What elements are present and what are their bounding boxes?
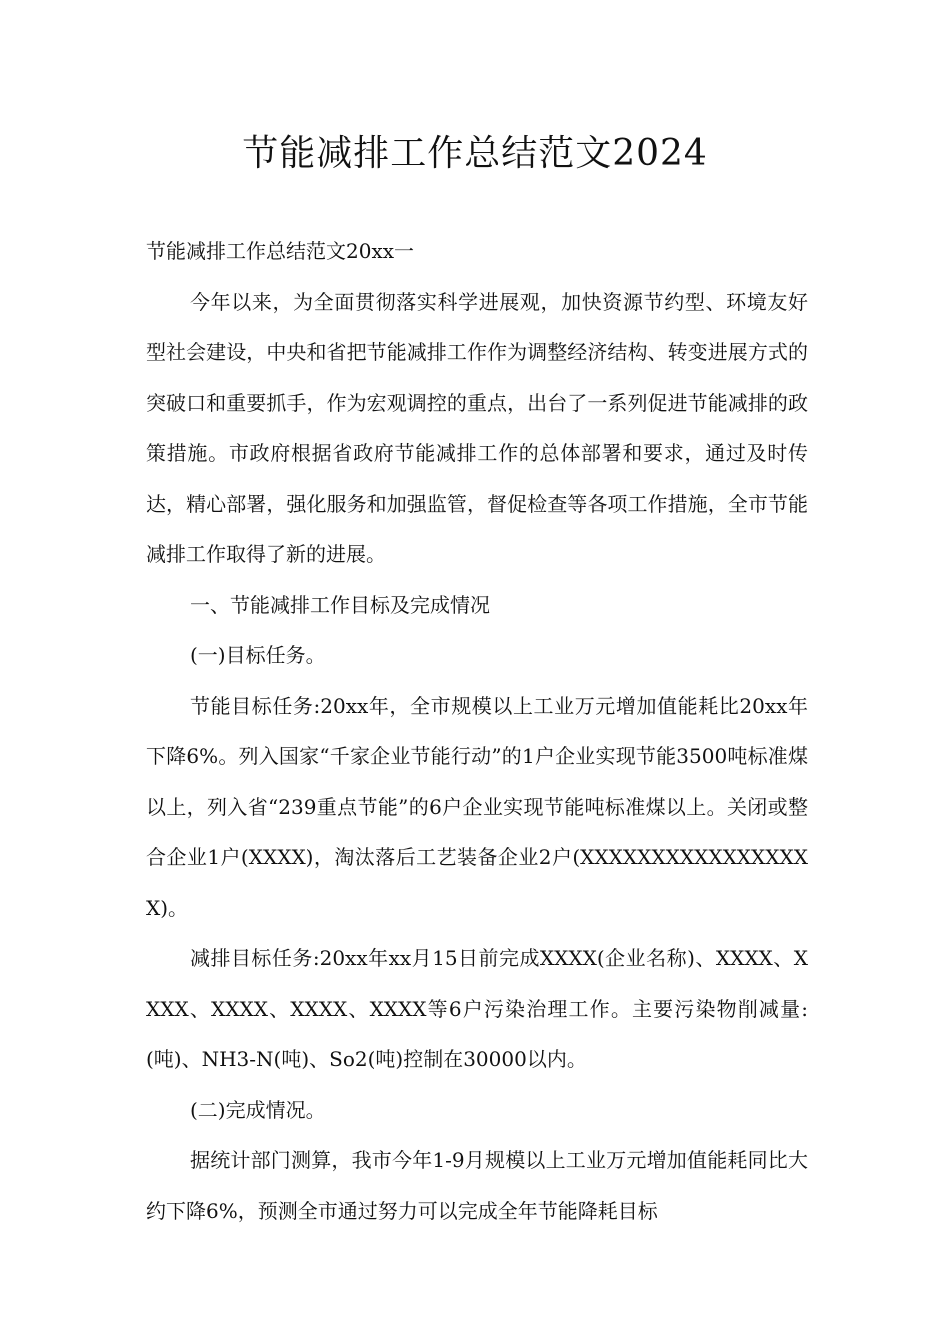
paragraph-energy-targets: 节能目标任务:20xx年，全市规模以上工业万元增加值能耗比20xx年下降6%。列入国家“千家企业节能行动”的1户企业实现节能3500吨标准煤以上，列入省“239重点节能”的6户企业实现节能吨标准煤以上。关闭或整合企业1户(XXXX)，淘汰落后工艺装备企业2户(XXXXXXXXXXXXXXXXX)。 [146, 693, 808, 920]
section-heading: 节能减排工作总结范文20xx一 [146, 239, 415, 263]
subheading-target-tasks: (一)目标任务。 [190, 643, 326, 667]
heading-part-one: 一、节能减排工作目标及完成情况 [190, 592, 490, 617]
document-body [146, 226, 808, 1236]
subheading-completion-status: (二)完成情况。 [190, 1097, 326, 1122]
paragraph-statistics: 据统计部门测算，我市今年1-9月规模以上工业万元增加值能耗同比大约下降6%，预测全市通过努力可以完成全年节能降耗目标 [146, 1148, 808, 1223]
paragraph-intro: 今年以来，为全面贯彻落实科学进展观，加快资源节约型、环境友好型社会建设，中央和省把节能减排工作作为调整经济结构、转变进展方式的突破口和重要抓手，作为宏观调控的重点，出台了一系列促进节能减排的政策措施。市政府根据省政府节能减排工作的总体部署和要求，通过及时传达，精心部署，强化服务和加强监管，督促检查等各项工作措施，全市节能减排工作取得了新的进展。 [146, 289, 808, 566]
paragraph-emission-targets: 减排目标任务:20xx年xx月15日前完成XXXX(企业名称)、XXXX、XXXX、XXXX、XXXX、XXXX等6户污染治理工作。主要污染物削减量:(吨)、NH3-N(吨)、So2(吨)控制在30000以内。 [146, 946, 808, 1071]
document-title: 节能减排工作总结范文2024 [242, 133, 708, 174]
